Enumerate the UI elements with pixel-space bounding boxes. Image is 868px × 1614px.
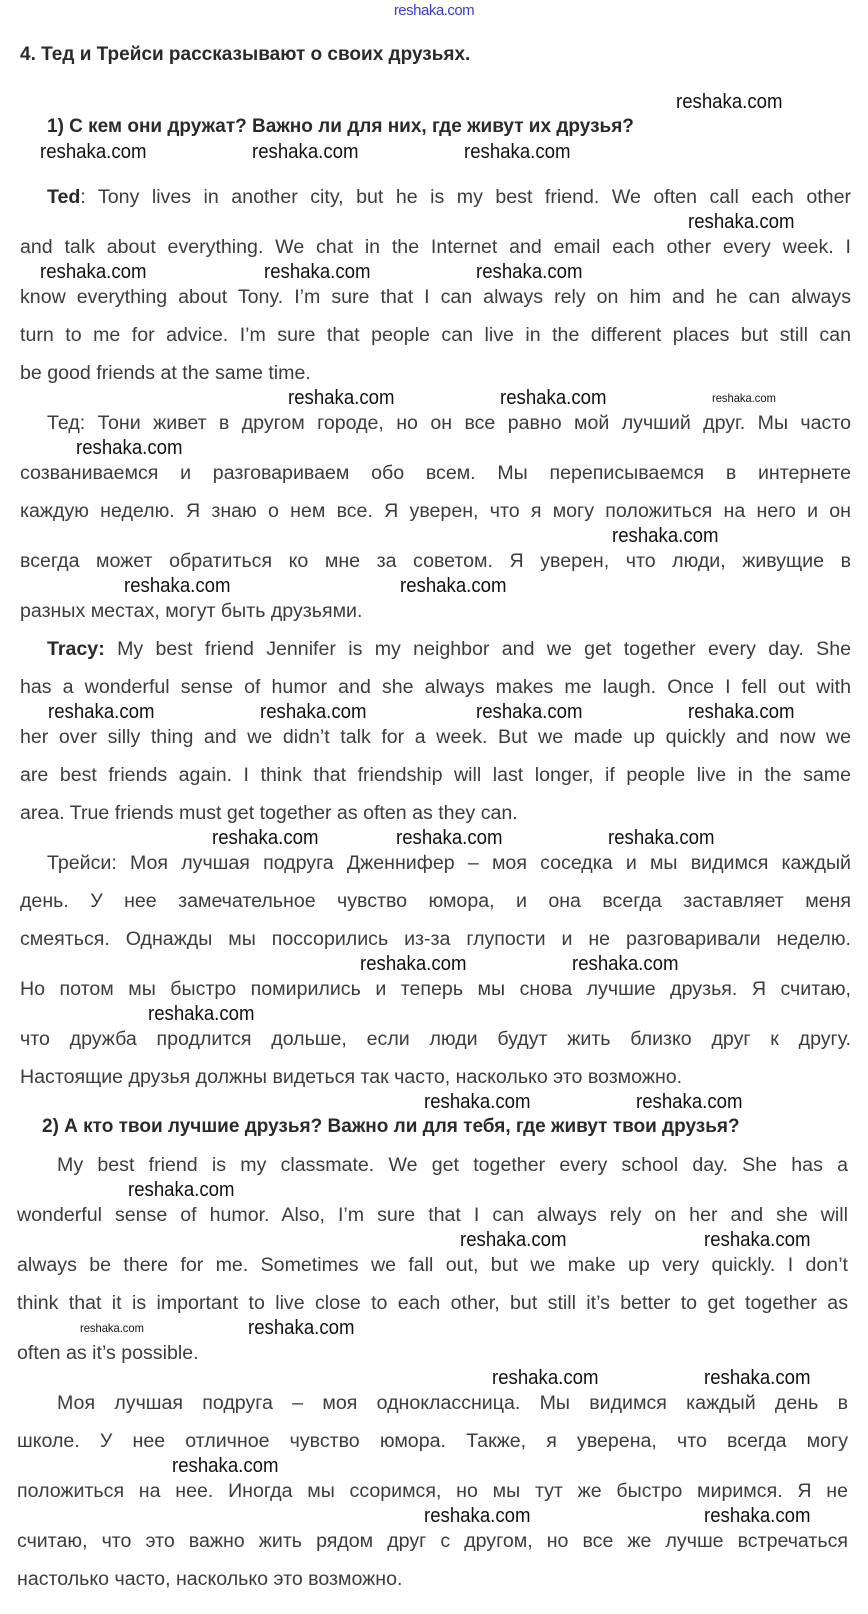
text-line: and talk about everything. We chat in the Internet and email each other every week. I [20,236,851,258]
watermark-row [0,700,868,724]
watermark-text: reshaka.com [360,953,467,975]
text-line: area. True friends must get together as often as they can. [20,802,518,824]
text-line: школе. У нее отличное чувство юмора. Также, я уверена, что всегда могу [17,1430,848,1452]
watermark-text: reshaka.com [424,1505,531,1527]
watermark-row [0,826,868,850]
watermark-row [0,1316,868,1340]
ted-russian-paragraph [0,404,868,630]
watermark-row [0,1504,868,1528]
watermark-text: reshaka.com [400,575,507,597]
watermark-text: reshaka.com [688,701,795,723]
watermark-text: reshaka.com [76,437,183,459]
text-line [20,630,851,668]
speaker-name: Tracy: [47,638,105,660]
watermark-row [0,1366,868,1390]
watermark-row [0,1090,868,1114]
text-line: Тед: Тони живет в другом городе, но он все равно мой лучший друг. Мы часто [47,412,851,434]
watermark-text: reshaka.com [48,701,155,723]
exercise-title: 4. Тед и Трейси рассказывают о своих друзьях. [20,44,471,65]
text-line: что дружба продлится дольше, если люди будут жить близко друг к другу. [20,1028,851,1050]
watermark-text: reshaka.com [252,141,359,163]
text-line: созваниваемся и разговариваем обо всем. Мы переписываемся в интернете [20,462,851,484]
text-line: разных местах, могут быть друзьями. [20,600,363,622]
watermark-row [0,524,868,548]
ted-english-paragraph [0,178,868,392]
watermark-row [0,574,868,598]
answer-english-paragraph [0,1146,868,1372]
text-line: be good friends at the same time. [20,362,311,384]
watermark-row [0,952,868,976]
question-2: 2) А кто твои лучшие друзья? Важно ли для тебя, где живут твои друзья? [42,1116,740,1137]
tracy-english-paragraph [0,630,868,832]
text-line: Настоящие друзья должны видеться так часто, насколько это возможно. [20,1066,683,1088]
watermark-text: reshaka.com [476,701,583,723]
text-line: всегда может обратиться ко мне за советом. Я уверен, что люди, живущие в [20,550,851,572]
watermark-row [0,140,868,164]
line-text: My best friend Jennifer is my neighbor and we get together every day. She [104,638,851,660]
text-line: считаю, что это важно жить рядом друг с другом, но все же лучше встречаться [17,1530,848,1552]
watermark-text: reshaka.com [492,1367,599,1389]
watermark-row [0,1178,868,1202]
watermark-row [0,386,868,410]
watermark-row [0,1228,868,1252]
watermark-text: reshaka.com [128,1179,235,1201]
answer-russian-paragraph [0,1384,868,1598]
text-line: Но потом мы быстро помирились и теперь мы снова лучшие друзья. Я считаю, [20,978,851,1000]
watermark-text: reshaka.com [476,261,583,283]
speaker-name: Ted [47,186,81,208]
watermark-text: reshaka.com [260,701,367,723]
text-line: Моя лучшая подруга – моя одноклассница. Мы видимся каждый день в [57,1392,848,1414]
watermark-text: reshaka.com [212,827,319,849]
watermark-text: reshaka.com [464,141,571,163]
text-line: настолько часто, насколько это возможно. [17,1568,403,1590]
watermark-text: reshaka.com [704,1367,811,1389]
line-text: : Tony lives in another city, but he is my best friend. We often call each other [80,186,851,208]
watermark-text: reshaka.com [712,391,776,405]
watermark-row [0,90,868,114]
watermark-text: reshaka.com [704,1229,811,1251]
watermark-row [0,210,868,234]
text-line: always be there for me. Sometimes we fall out, but we make up very quickly. I don’t [17,1254,848,1276]
watermark-text: reshaka.com [572,953,679,975]
text-line: turn to me for advice. I’m sure that people can live in the different places but still can [20,324,851,346]
watermark-text: reshaka.com [460,1229,567,1251]
text-line: often as it’s possible. [17,1342,199,1364]
text-line: Трейси: Моя лучшая подруга Дженнифер – моя соседка и мы видимся каждый [47,852,851,874]
watermark-row [0,260,868,284]
site-link[interactable]: reshaka.com [393,2,475,19]
text-line: смеяться. Однажды мы поссорились из-за глупости и не разговаривали неделю. [20,928,851,950]
text-line: положиться на нее. Иногда мы ссоримся, но мы тут же быстро миримся. Я не [17,1480,848,1502]
watermark-text: reshaka.com [636,1091,743,1113]
watermark-text: reshaka.com [612,525,719,547]
watermark-text: reshaka.com [148,1003,255,1025]
watermark-text: reshaka.com [124,575,231,597]
watermark-text: reshaka.com [688,211,795,233]
watermark-text: reshaka.com [608,827,715,849]
text-line: каждую неделю. Я знаю о нем все. Я уверен, что я могу положиться на него и он [20,500,851,522]
tracy-russian-paragraph [0,844,868,1096]
watermark-text: reshaka.com [424,1091,531,1113]
question-1: 1) С кем они дружат? Важно ли для них, где живут их друзья? [47,116,634,137]
watermark-text: reshaka.com [264,261,371,283]
watermark-row [0,1002,868,1026]
text-line: has a wonderful sense of humor and she always makes me laugh. Once I fell out with [20,676,851,698]
text-line: день. У нее замечательное чувство юмора, и она всегда заставляет меня [20,890,851,912]
watermark-text: reshaka.com [40,261,147,283]
text-line: her over silly thing and we didn’t talk for a week. But we made up quickly and now we [20,726,851,748]
watermark-text: reshaka.com [80,1321,144,1335]
watermark-text: reshaka.com [40,141,147,163]
watermark-text: reshaka.com [704,1505,811,1527]
text-line: think that it is important to live close to each other, but still it’s better to get together as [17,1292,848,1314]
text-line: are best friends again. I think that friendship will last longer, if people live in the same [20,764,851,786]
watermark-text: reshaka.com [676,91,783,113]
watermark-text: reshaka.com [288,387,395,409]
watermark-row [0,436,868,460]
watermark-text: reshaka.com [248,1317,355,1339]
watermark-text: reshaka.com [500,387,607,409]
watermark-row [0,1454,868,1478]
text-line: My best friend is my classmate. We get together every school day. She has a [57,1154,848,1176]
watermark-text: reshaka.com [172,1455,279,1477]
text-line: wonderful sense of humor. Also, I’m sure that I can always rely on her and she will [17,1204,848,1226]
watermark-text: reshaka.com [396,827,503,849]
text-line: know everything about Tony. I’m sure that I can always rely on him and he can always [20,286,851,308]
